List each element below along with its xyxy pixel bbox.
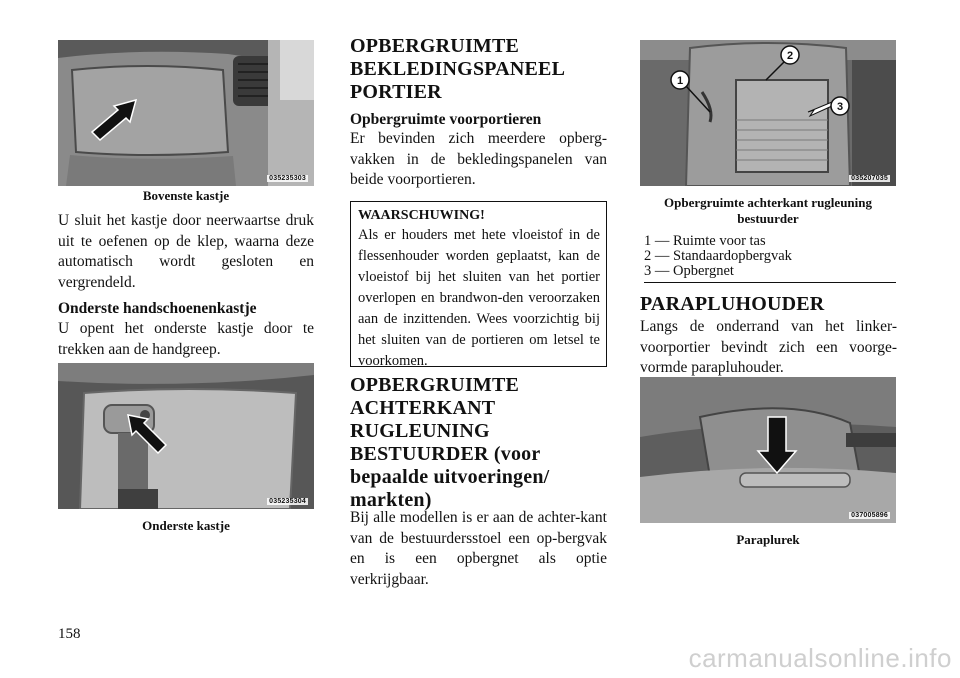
photo-upper-glovebox	[58, 40, 314, 186]
photo-seatback-storage	[640, 40, 896, 186]
figure-code: 035235304	[269, 498, 306, 505]
heading-seatback-storage: OPBERGRUIMTE ACHTERKANT RUGLEUNING BESTUURDER (voor bepaalde uitvoeringen/ markten)	[350, 374, 550, 511]
paragraph-close-glovebox: U sluit het kastje door neerwaartse druk uit te oefenen op de klep, waarna deze automatisch wordt gesloten en vergrendeld.	[58, 212, 314, 291]
paragraph-seatback-storage: Bij alle modellen is er aan de achter-kant van de bestuurdersstoel een op-bergvak en is een opbergnet als optie verkrijgbaar.	[350, 509, 607, 588]
paragraph-front-doors: Er bevinden zich meerdere opberg-vakken in de bekledingspanelen van beide voorportieren.	[350, 130, 607, 188]
warning-text: Als er houders met hete vloeistof in de flessenhouder worden geplaatst, kan de vloeistof bij het sluiten van het portier overlopen en brandwon-den veroorzaken aan de inzittenden. Wees voorzichtig bij het sluiten van de portieren om letsel te voorkomen.	[358, 227, 600, 369]
warning-box	[350, 201, 607, 367]
warning-title: WAARSCHUWING!	[358, 208, 485, 223]
heading-door-storage: OPBERGRUIMTE BEKLEDINGSPANEEL PORTIER	[350, 35, 565, 103]
subheading-front-doors: Opbergruimte voorportieren	[350, 111, 542, 128]
legend-item: 2 — Standaardopbergvak	[644, 248, 792, 264]
photo-lower-glovebox	[58, 363, 314, 509]
legend-item: 3 — Opbergnet	[644, 263, 734, 279]
legend-rule	[644, 282, 896, 283]
figure-code: 035235303	[269, 175, 306, 182]
caption-lower-glovebox: Onderste kastje	[142, 518, 230, 533]
watermark: carmanualsonline.info	[688, 643, 952, 673]
figure-code: 037005896	[851, 512, 888, 519]
paragraph-open-lower-glovebox: U opent het onderste kastje door te trekken aan de handgreep.	[58, 320, 314, 358]
legend-item: 1 — Ruimte voor tas	[644, 233, 766, 249]
heading-umbrella-holder: PARAPLUHOUDER	[640, 293, 825, 315]
caption-upper-glovebox: Bovenste kastje	[142, 188, 230, 203]
page-number: 158	[58, 626, 81, 642]
callout-3: 3	[836, 101, 844, 113]
photo-umbrella-holder	[640, 377, 896, 523]
legend-list	[644, 234, 894, 279]
paragraph-umbrella-holder: Langs de onderrand van het linker-voorportier bevindt zich een voorge-vormde parapluhouder.	[640, 318, 897, 376]
callout-2: 2	[786, 50, 794, 62]
figure-code: 035207035	[851, 175, 888, 182]
caption-umbrella-holder: Paraplurek	[736, 532, 800, 547]
caption-seatback-storage: Opbergruimte achterkant rugleuning bestuurder	[664, 195, 872, 226]
subheading-lower-glovebox: Onderste handschoenenkastje	[58, 300, 257, 317]
callout-1: 1	[676, 75, 684, 87]
